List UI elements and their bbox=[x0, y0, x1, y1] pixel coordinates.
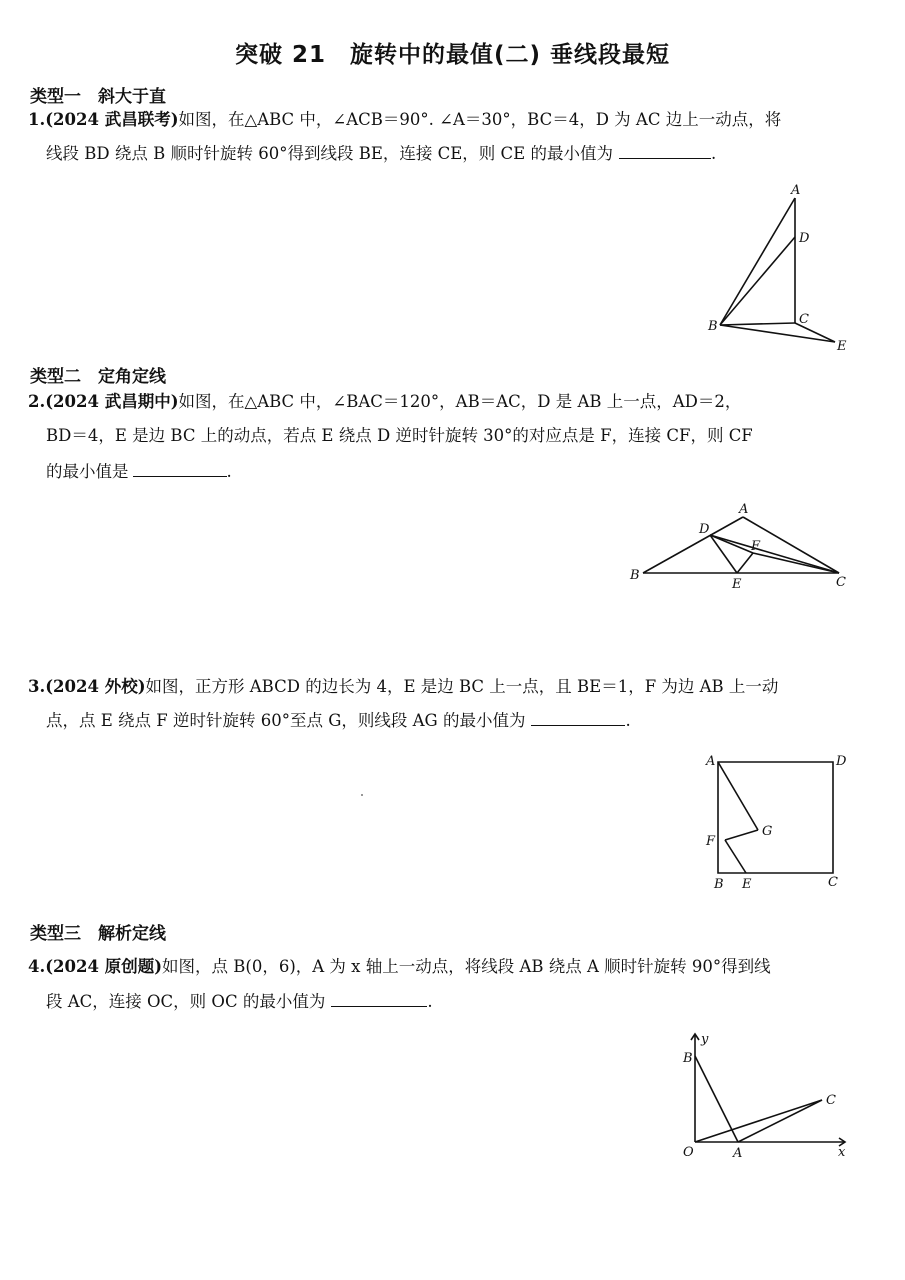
fig4-label-c: C bbox=[826, 1093, 836, 1108]
problem-2-number: 2. bbox=[28, 392, 46, 411]
figure-4 bbox=[675, 1028, 855, 1163]
fig2-segment-dc bbox=[710, 535, 839, 573]
section-heading-3: 类型三 解析定线 bbox=[30, 924, 166, 944]
fig3-segment-ag bbox=[718, 762, 758, 830]
problem-1-text-2: 线段 BD 绕点 B 顺时针旋转 60°得到线段 BE，连接 CE，则 CE 的最小值为 bbox=[46, 144, 613, 163]
fig3-label-d: D bbox=[836, 754, 847, 769]
problem-4-line-1 bbox=[28, 955, 771, 979]
problem-4-end: . bbox=[427, 992, 433, 1011]
answer-blank-4[interactable] bbox=[331, 992, 427, 1007]
problem-4-number: 4. bbox=[28, 957, 46, 976]
fig3-label-g: G bbox=[762, 824, 773, 839]
fig3-label-f: F bbox=[706, 834, 716, 849]
fig1-segment-bd bbox=[720, 237, 795, 325]
fig2-segment-ef bbox=[737, 553, 753, 573]
problem-2-text-3: 的最小值是 bbox=[46, 462, 129, 481]
problem-3-line-1 bbox=[28, 675, 778, 699]
problem-1-line-2 bbox=[46, 142, 716, 166]
section-heading-1: 类型一 斜大于直 bbox=[30, 87, 166, 107]
problem-2-text-1: 如图，在△ABC 中，∠BAC＝120°，AB＝AC，D 是 AB 上一点，AD＝2， bbox=[178, 392, 742, 411]
answer-blank-3[interactable] bbox=[531, 711, 625, 726]
problem-2-line-1 bbox=[28, 390, 741, 414]
problem-3-number: 3. bbox=[28, 677, 46, 696]
problem-1-text-1: 如图，在△ABC 中，∠ACB＝90°. ∠A＝30°，BC＝4，D 为 AC 边上一动点，将 bbox=[178, 110, 782, 129]
problem-1-end: . bbox=[710, 144, 717, 163]
problem-3-end: . bbox=[625, 711, 631, 730]
page-title: 突破 21 旋转中的最值(二) 垂线段最短 bbox=[234, 42, 671, 68]
fig4-segment-oc bbox=[695, 1100, 822, 1142]
fig4-label-a: A bbox=[733, 1146, 743, 1161]
fig3-label-b: B bbox=[714, 877, 724, 892]
fig2-label-f: F bbox=[751, 539, 761, 554]
fig1-label-e: E bbox=[837, 339, 847, 354]
problem-1-line-1 bbox=[28, 108, 781, 132]
fig2-segment-ba bbox=[643, 517, 743, 573]
fig3-label-c: C bbox=[828, 875, 838, 890]
scan-speck bbox=[361, 794, 363, 796]
fig2-label-d: D bbox=[699, 522, 710, 537]
fig1-segment-ba bbox=[720, 198, 795, 325]
problem-3-text-2: 点，点 E 绕点 F 逆时针旋转 60°至点 G，则线段 AG 的最小值为 bbox=[46, 711, 526, 730]
problem-2-source: (2024 武昌期中) bbox=[45, 392, 179, 411]
fig3-segment-fe bbox=[725, 840, 746, 873]
problem-2-text-2: BD＝4，E 是边 BC 上的动点，若点 E 绕点 D 逆时针旋转 30°的对应点是 F，连接 CF，则 CF bbox=[46, 426, 753, 445]
fig2-segment-fc bbox=[753, 553, 839, 573]
problem-1-number: 1. bbox=[28, 110, 46, 129]
fig2-label-a: A bbox=[739, 502, 749, 517]
problem-4-line-2 bbox=[46, 990, 433, 1014]
problem-1-source: (2024 武昌联考) bbox=[45, 110, 179, 129]
fig3-segment-gf bbox=[725, 830, 758, 840]
figure-3 bbox=[700, 748, 860, 898]
fig3-label-a: A bbox=[706, 754, 716, 769]
problem-4-text-1: 如图，点 B(0，6)，A 为 x 轴上一动点，将线段 AB 绕点 A 顺时针旋转 90°得到线 bbox=[162, 957, 771, 976]
fig4-label-b: B bbox=[683, 1051, 693, 1066]
problem-2-line-2 bbox=[46, 424, 753, 448]
problem-2-line-3 bbox=[46, 460, 232, 484]
fig1-label-d: D bbox=[799, 231, 810, 246]
problem-4-source: (2024 原创题) bbox=[45, 957, 163, 976]
fig1-segment-bc bbox=[720, 323, 795, 325]
fig1-label-b: B bbox=[708, 319, 718, 334]
problem-3-source: (2024 外校) bbox=[45, 677, 146, 696]
fig1-label-a: A bbox=[791, 183, 801, 198]
problem-3-line-2 bbox=[46, 709, 631, 733]
problem-3-text-1: 如图，正方形 ABCD 的边长为 4，E 是边 BC 上一点，且 BE＝1，F 为边 AB 上一动 bbox=[145, 677, 779, 696]
section-heading-2: 类型二 定角定线 bbox=[30, 367, 166, 387]
figure-2 bbox=[625, 495, 855, 595]
fig1-label-c: C bbox=[799, 312, 809, 327]
fig4-label-x: x bbox=[838, 1145, 846, 1160]
fig2-label-e: E bbox=[732, 577, 742, 592]
answer-blank-2[interactable] bbox=[133, 462, 227, 477]
problem-4-text-2: 段 AC，连接 OC，则 OC 的最小值为 bbox=[46, 992, 326, 1011]
fig2-label-b: B bbox=[630, 568, 640, 583]
problem-2-end: . bbox=[226, 462, 232, 481]
figure-1 bbox=[700, 180, 860, 360]
fig4-label-y: y bbox=[701, 1032, 709, 1047]
fig4-segment-ac bbox=[738, 1100, 822, 1142]
answer-blank-1[interactable] bbox=[619, 144, 711, 159]
fig3-label-e: E bbox=[742, 877, 752, 892]
fig2-label-c: C bbox=[836, 575, 846, 590]
fig4-label-o: O bbox=[683, 1145, 694, 1160]
